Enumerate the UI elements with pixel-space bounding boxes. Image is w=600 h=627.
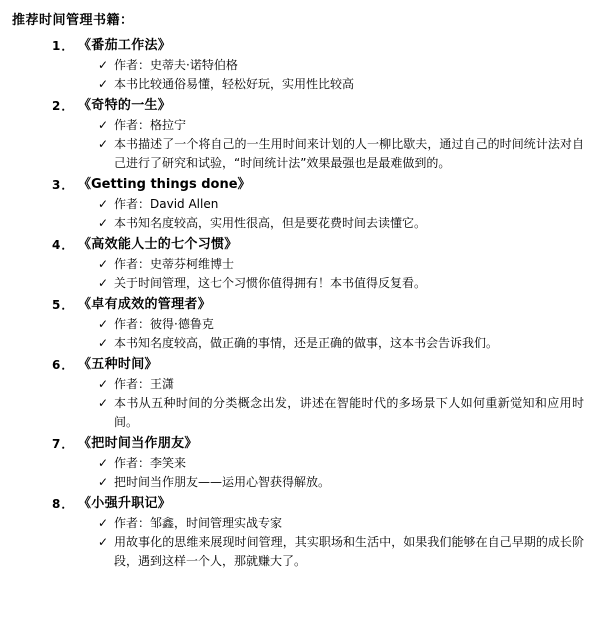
book-number: 2．: [52, 99, 75, 113]
book-detail-text: 本书知名度较高，做正确的事情，还是正确的做事，这本书会告诉我们。: [114, 336, 499, 350]
book-number: 8．: [52, 497, 75, 511]
book-detail-item: [10, 135, 590, 173]
list-item: [10, 494, 590, 571]
book-heading: [10, 36, 590, 56]
book-detail-text: 作者：史蒂夫·诺特伯格: [114, 58, 238, 72]
book-detail-list: [10, 454, 590, 492]
check-icon: ✓: [98, 197, 109, 211]
list-item: [10, 355, 590, 432]
book-heading: [10, 235, 590, 255]
list-item: [10, 96, 590, 173]
book-detail-item: [10, 255, 590, 274]
book-detail-text: 本书比较通俗易懂，轻松好玩，实用性比较高: [114, 77, 355, 91]
list-item: [10, 434, 590, 492]
book-detail-item: [10, 116, 590, 135]
book-number: 4．: [52, 238, 75, 252]
book-detail-item: [10, 56, 590, 75]
book-detail-text: 作者：格拉宁: [114, 118, 187, 132]
book-detail-item: [10, 315, 590, 334]
book-number: 7．: [52, 437, 75, 451]
book-detail-text: 作者：史蒂芬柯维博士: [114, 257, 235, 271]
list-item: [10, 36, 590, 94]
list-item: [10, 235, 590, 293]
book-detail-item: [10, 214, 590, 233]
book-heading: [10, 434, 590, 454]
check-icon: ✓: [98, 516, 109, 530]
book-title: 《卓有成效的管理者》: [78, 297, 212, 312]
book-detail-list: [10, 56, 590, 94]
check-icon: ✓: [98, 216, 109, 230]
book-detail-list: [10, 514, 590, 571]
check-icon: ✓: [98, 377, 109, 391]
book-detail-list: [10, 315, 590, 353]
check-icon: ✓: [98, 535, 109, 549]
book-detail-item: [10, 394, 590, 432]
book-heading: [10, 175, 590, 195]
book-list: [10, 36, 590, 571]
book-detail-text: 作者：邹鑫，时间管理实战专家: [114, 516, 283, 530]
book-detail-text: 本书描述了一个将自己的一生用时间来计划的人一柳比歇夫，通过自己的时间统计法对自己进行了研究和试验，“时间统计法”效果最强也是最难做到的。: [114, 137, 584, 170]
book-detail-text: 本书知名度较高，实用性很高，但是要花费时间去读懂它。: [114, 216, 427, 230]
book-detail-text: 作者：彼得·德鲁克: [114, 317, 214, 331]
book-title: 《奇特的一生》: [78, 98, 172, 113]
book-detail-list: [10, 255, 590, 293]
book-detail-item: [10, 274, 590, 293]
book-number: 5．: [52, 298, 75, 312]
book-detail-text: 作者：David Allen: [114, 197, 219, 211]
book-number: 3．: [52, 178, 75, 192]
book-detail-text: 作者：王潇: [114, 377, 175, 391]
check-icon: ✓: [98, 336, 109, 350]
book-heading: [10, 355, 590, 375]
page-title: 推荐时间管理书籍：: [12, 13, 134, 28]
book-number: 1．: [52, 39, 75, 53]
book-detail-item: [10, 75, 590, 94]
book-title: 《番茄工作法》: [78, 38, 172, 53]
book-heading: [10, 494, 590, 514]
book-detail-item: [10, 334, 590, 353]
book-detail-item: [10, 473, 590, 492]
book-detail-item: [10, 375, 590, 394]
book-detail-text: 关于时间管理，这七个习惯你值得拥有！本书值得反复看。: [114, 276, 427, 290]
book-title: 《五种时间》: [78, 357, 158, 372]
book-detail-text: 作者：李笑来: [114, 456, 187, 470]
check-icon: ✓: [98, 118, 109, 132]
check-icon: ✓: [98, 475, 109, 489]
book-detail-text: 用故事化的思维来展现时间管理，其实职场和生活中，如果我们能够在自己早期的成长阶段，遇到这样一个人，那就赚大了。: [114, 535, 584, 568]
book-detail-list: [10, 116, 590, 173]
check-icon: ✓: [98, 396, 109, 410]
book-detail-list: [10, 195, 590, 233]
book-title: 《高效能人士的七个习惯》: [78, 237, 238, 252]
check-icon: ✓: [98, 58, 109, 72]
book-detail-text: 把时间当作朋友——运用心智获得解放。: [114, 475, 331, 489]
list-item: [10, 175, 590, 233]
book-detail-text: 本书从五种时间的分类概念出发，讲述在智能时代的多场景下人如何重新觉知和应用时间。: [114, 396, 584, 429]
book-detail-item: [10, 454, 590, 473]
book-heading: [10, 295, 590, 315]
book-number: 6．: [52, 358, 75, 372]
book-detail-item: [10, 195, 590, 214]
book-detail-list: [10, 375, 590, 432]
check-icon: ✓: [98, 456, 109, 470]
book-title: 《小强升职记》: [78, 496, 172, 511]
check-icon: ✓: [98, 317, 109, 331]
book-heading: [10, 96, 590, 116]
list-item: [10, 295, 590, 353]
book-title: 《把时间当作朋友》: [78, 436, 198, 451]
book-detail-item: [10, 514, 590, 533]
check-icon: ✓: [98, 137, 109, 151]
book-title: 《Getting things done》: [78, 177, 251, 192]
book-detail-item: [10, 533, 590, 571]
check-icon: ✓: [98, 77, 109, 91]
check-icon: ✓: [98, 257, 109, 271]
check-icon: ✓: [98, 276, 109, 290]
